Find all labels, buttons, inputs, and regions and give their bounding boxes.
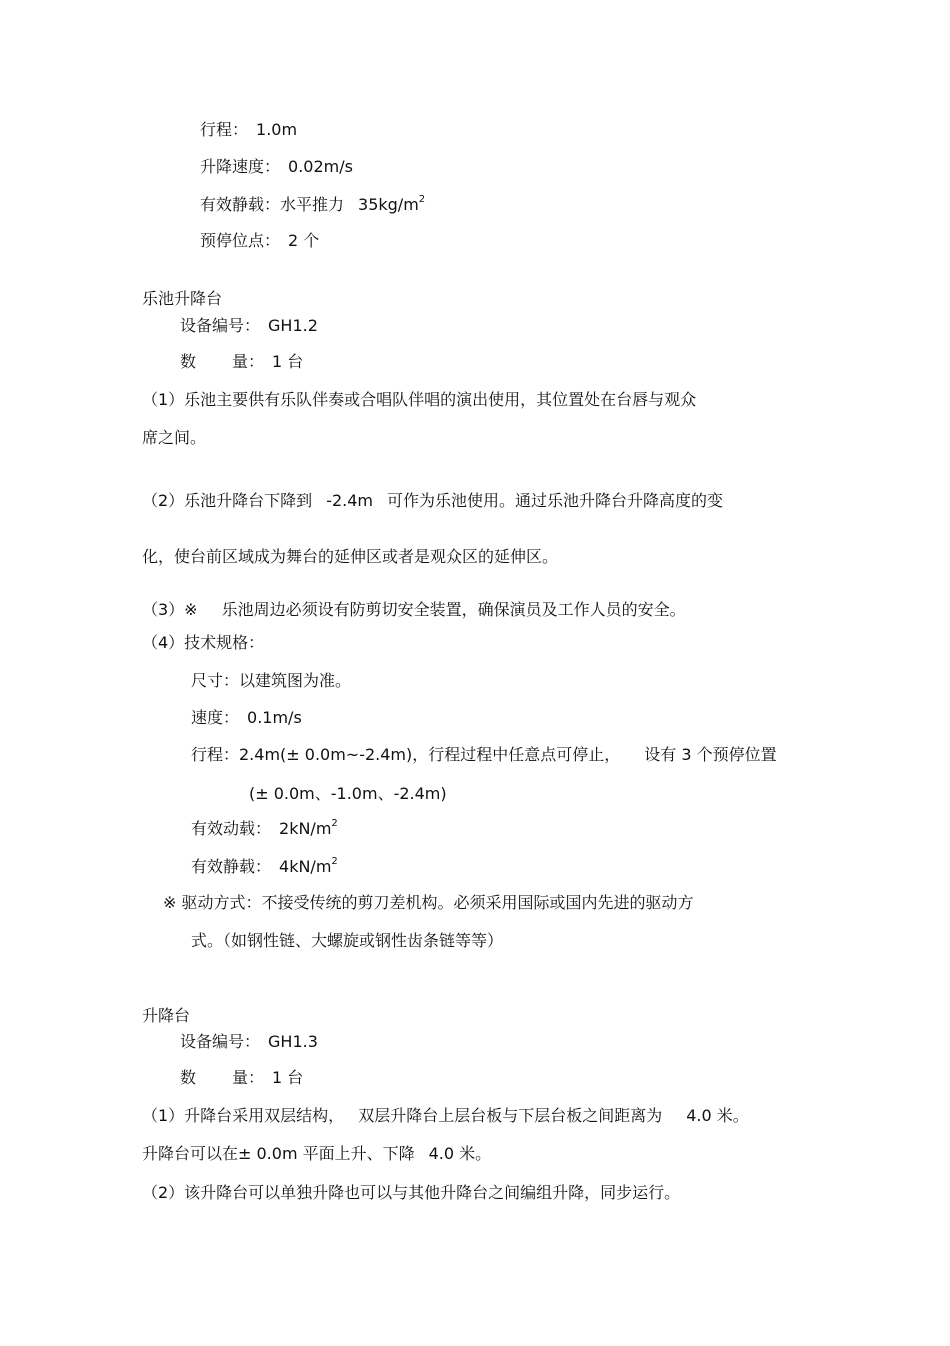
- pit-static-load-sup: 2: [331, 856, 338, 867]
- lift-item1-line2-part-a: 升降台可以在± 0.0m 平面上升、下降: [142, 1144, 415, 1163]
- pit-speed-label: 速度：: [191, 708, 240, 727]
- lift-device-number-line: [180, 1032, 318, 1052]
- stroke-value: 1.0m: [256, 120, 298, 139]
- section-title-lift: 升降台: [142, 1006, 191, 1025]
- pit-dynamic-load-value: 2kN/m: [279, 819, 332, 838]
- device-number-value: GH1.2: [268, 316, 318, 335]
- pit-item4: （4）技术规格：: [142, 633, 265, 652]
- static-load-line: [200, 195, 425, 215]
- pit-dynamic-load-label: 有效动载：: [191, 819, 272, 838]
- pit-speed-value: 0.1m/s: [247, 708, 302, 727]
- pit-speed-line: [191, 708, 302, 728]
- lift-quantity-line: [180, 1068, 303, 1088]
- static-load-sup: 2: [418, 194, 426, 205]
- pit-item1-line2: 席之间。: [142, 428, 207, 447]
- pit-item2-line1: [142, 491, 723, 511]
- static-load-label: 有效静载：水平推力: [200, 195, 345, 214]
- lift-device-number-value: GH1.3: [268, 1032, 318, 1051]
- lift-item1-line2-part-b: 4.0 米。: [428, 1144, 492, 1163]
- quantity-label-a: 数: [180, 352, 197, 371]
- pit-item3: [142, 600, 686, 620]
- lift-device-number-label: 设备编号：: [180, 1032, 261, 1051]
- pit-drive-line1: ※ 驱动方式：不接受传统的剪刀差机构。必须采用国际或国内先进的驱动方: [163, 893, 694, 912]
- stroke-line: [200, 120, 297, 140]
- section-title-orchestra-pit: 乐池升降台: [142, 289, 223, 308]
- lift-item2: （2）该升降台可以单独升降也可以与其他升降台之间编组升降，同步运行。: [142, 1183, 681, 1202]
- pit-static-load-label: 有效静载：: [191, 857, 272, 876]
- lift-item1-line1: [142, 1106, 749, 1126]
- lift-item1-part-b: 双层升降台上层台板与下层台板之间距离为: [358, 1106, 663, 1125]
- lift-item1-line2: [142, 1144, 491, 1164]
- lift-quantity-value: 1 台: [272, 1068, 304, 1087]
- pit-item2-line2: 化，使台前区域成为舞台的延伸区或者是观众区的延伸区。: [142, 547, 559, 566]
- lift-quantity-label-b: 量：: [232, 1068, 265, 1087]
- pit-stroke-part-a: 行程：2.4m(± 0.0m~-2.4m)，行程过程中任意点可停止，: [191, 745, 621, 764]
- pit-size: 尺寸：以建筑图为准。: [191, 671, 352, 690]
- pit-stroke-positions: (± 0.0m、-1.0m、-2.4m): [249, 784, 447, 803]
- lift-item1-part-c: 4.0 米。: [686, 1106, 749, 1125]
- pit-item2-part-a: （2）乐池升降台下降到: [142, 491, 313, 510]
- quantity-value: 1 台: [272, 352, 304, 371]
- pit-stroke-part-b: 设有 3 个预停位置: [644, 745, 777, 764]
- pit-item2-part-b: -2.4m: [326, 491, 373, 510]
- pit-item2-part-c: 可作为乐池使用。通过乐池升降台升降高度的变: [387, 491, 724, 510]
- speed-value: 0.02m/s: [288, 157, 353, 176]
- speed-label: 升降速度：: [200, 157, 281, 176]
- pit-item3-part-b: 乐池周边必须设有防剪切安全装置，确保演员及工作人员的安全。: [221, 600, 686, 619]
- pit-drive-line2: 式。（如钢性链、大螺旋或钢性齿条链等等）: [191, 931, 504, 950]
- quantity-line: [180, 352, 303, 372]
- pit-static-load-line: [191, 857, 338, 877]
- pit-item1-line1: （1）乐池主要供有乐队伴奏或合唱队伴唱的演出使用，其位置处在台唇与观众: [142, 390, 697, 409]
- pit-static-load-value: 4kN/m: [279, 857, 332, 876]
- speed-line: [200, 157, 353, 177]
- lift-item1-part-a: （1）升降台采用双层结构，: [142, 1106, 345, 1125]
- stops-label: 预停位点：: [200, 231, 281, 250]
- pit-stroke-line: [191, 745, 777, 765]
- static-load-value: 35kg/m: [358, 195, 419, 214]
- device-number-label: 设备编号：: [180, 316, 261, 335]
- stops-value: 2 个: [288, 231, 320, 250]
- device-number-line: [180, 316, 318, 336]
- stops-line: [200, 231, 319, 251]
- pit-item3-part-a: （3）※: [142, 600, 198, 619]
- pit-dynamic-load-line: [191, 819, 338, 839]
- quantity-label-b: 量：: [232, 352, 265, 371]
- lift-quantity-label-a: 数: [180, 1068, 197, 1087]
- pit-dynamic-load-sup: 2: [331, 818, 338, 829]
- stroke-label: 行程：: [200, 120, 249, 139]
